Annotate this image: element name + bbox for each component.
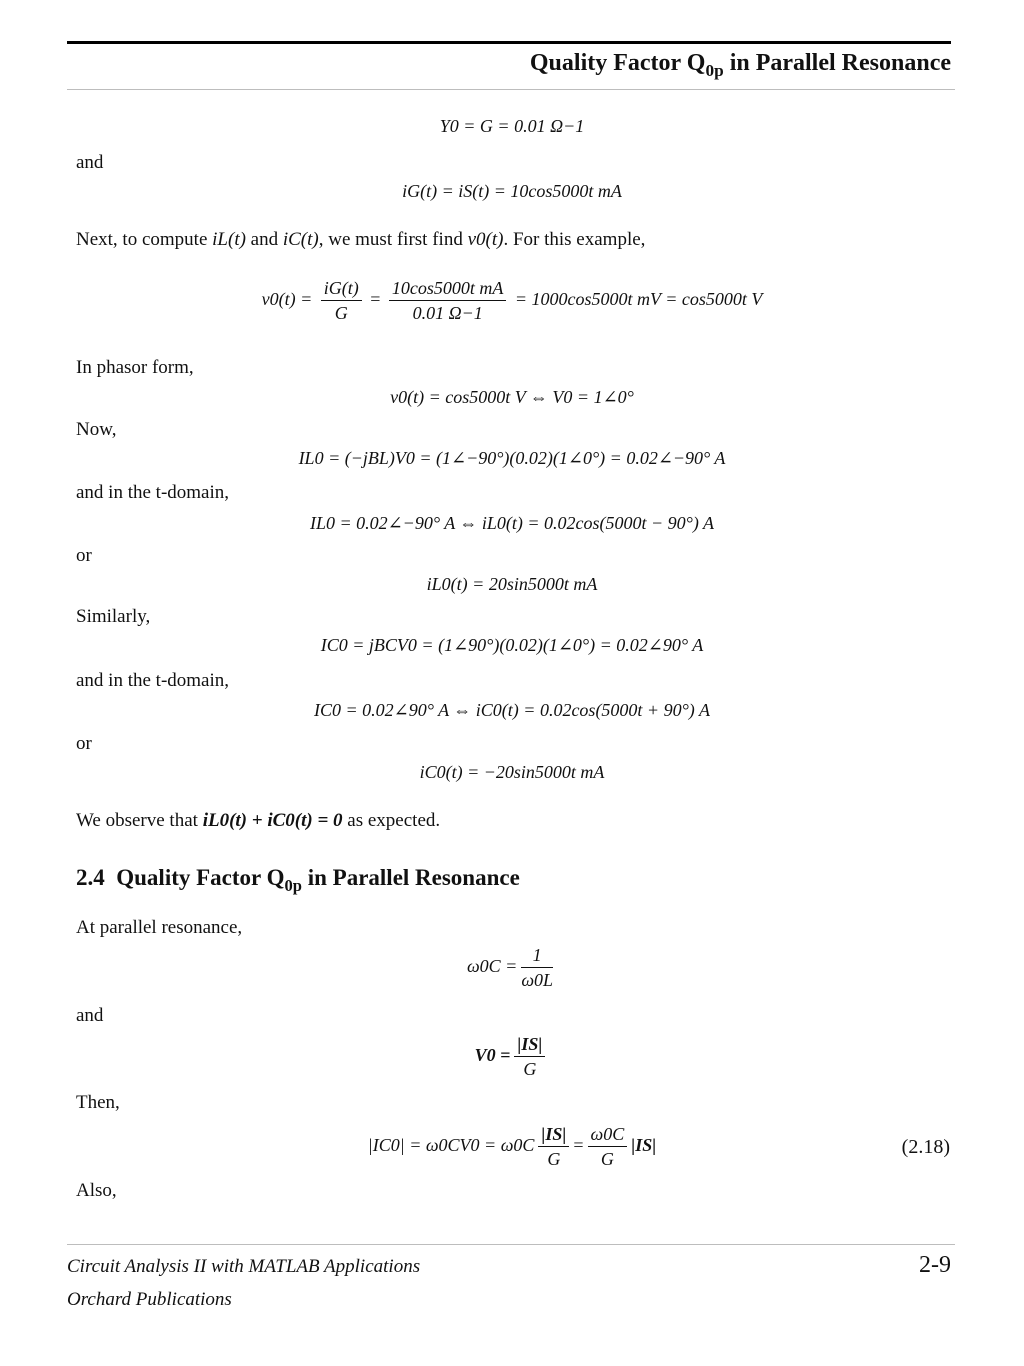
text-then: Then,: [76, 1092, 120, 1113]
inline-iL: iL(t): [212, 229, 246, 250]
section-title-text: Quality Factor Q: [116, 865, 285, 890]
w0C-fraction: [521, 943, 553, 993]
V0-num: |IS|: [514, 1032, 545, 1057]
v0-lhs: v0(t) =: [261, 288, 313, 309]
running-header: [530, 50, 951, 81]
paragraph-next: [76, 229, 645, 251]
equation-w0C: [0, 943, 1024, 993]
header-title-text: Quality Factor Q: [529, 50, 706, 76]
next-text-2: and: [245, 229, 283, 250]
IC0-mag-f2-num: ω0C: [588, 1122, 628, 1147]
next-text-4: . For this example,: [503, 229, 646, 250]
v0-frac2-num: 10cos5000t mA: [389, 276, 507, 301]
v0-fraction-2: [389, 276, 507, 326]
text-also: Also,: [76, 1180, 117, 1201]
equation-IL0: IL0 = (−jBL)V0 = (1∠−90°)(0.02)(1∠0°) = 0.02∠−90° A: [298, 448, 726, 468]
IC0-mag-fraction-2: [588, 1122, 628, 1172]
V0-den: G: [523, 1059, 537, 1080]
equation-IC0-magnitude: [0, 1122, 1024, 1172]
IC0-mag-lhs: |IC0| = ω0CV0 = ω0C: [367, 1134, 535, 1155]
v0-fraction-1: [321, 276, 362, 326]
V0-lhs: V0 =: [474, 1044, 511, 1065]
footer-divider: [67, 1244, 955, 1245]
observe-text-2: as expected.: [342, 810, 441, 831]
text-or-2: or: [76, 733, 92, 754]
v0-frac1-num: iG(t): [321, 276, 362, 301]
section-title-subscript: 0p: [284, 875, 302, 895]
next-text-3: , we must first find: [318, 229, 468, 250]
observe-text-1: We observe that: [76, 810, 203, 831]
equation-IC0-time: IC0 = 0.02∠90° A ⇔ iC0(t) = 0.02cos(5000t + 90°) A: [314, 700, 710, 720]
w0C-num: 1: [521, 943, 553, 968]
V0-fraction: [514, 1032, 545, 1082]
section-title-suffix: in Parallel Resonance: [301, 865, 520, 890]
v0-frac1-den: G: [334, 303, 348, 324]
text-at-parallel: At parallel resonance,: [76, 917, 243, 938]
equation-iC0: iC0(t) = −20sin5000t mA: [419, 762, 605, 782]
section-heading: [76, 865, 520, 896]
IC0-mag-f2-den: G: [600, 1149, 614, 1170]
paragraph-observe: [76, 810, 440, 832]
next-text-1: Next, to compute: [76, 229, 213, 250]
equation-y0: Y0 = G = 0.01 Ω−1: [439, 116, 585, 136]
v0-rhs: = 1000cos5000t mV = cos5000t V: [514, 288, 763, 309]
IC0-mag-tail: |IS|: [631, 1134, 657, 1155]
equation-ig: iG(t) = iS(t) = 10cos5000t mA: [402, 181, 622, 201]
w0C-lhs: ω0C =: [466, 955, 518, 976]
IC0-mag-f1-num: |IS|: [538, 1122, 569, 1147]
header-title-subscript: 0p: [705, 61, 724, 81]
header-title-suffix: in Parallel Resonance: [723, 50, 951, 76]
header-rule: [67, 41, 951, 44]
text-phasor-intro: In phasor form,: [76, 357, 194, 378]
equation-number: (2.18): [901, 1136, 950, 1158]
IC0-mag-fraction-1: [538, 1122, 569, 1172]
w0C-den: ω0L: [521, 970, 554, 991]
text-t-domain-2: and in the t-domain,: [76, 670, 230, 691]
text-and-2: and: [76, 1005, 104, 1026]
equation-iL0: iL0(t) = 20sin5000t mA: [426, 574, 598, 594]
text-and-1: and: [76, 152, 104, 173]
header-divider: [67, 89, 955, 90]
footer-page-number: 2-9: [919, 1252, 951, 1278]
v0-frac2-den: 0.01 Ω−1: [412, 303, 483, 324]
equation-IL0-time: IL0 = 0.02∠−90° A ⇔ iL0(t) = 0.02cos(5000t − 90°) A: [309, 513, 715, 533]
IC0-mag-f1-den: G: [547, 1149, 561, 1170]
inline-v0: v0(t): [467, 229, 504, 250]
text-now: Now,: [76, 419, 117, 440]
equation-v0: v0(t) = $\frac{iG(t)}{G}$ = $\frac{\text{10cos5000t mA}}{0.01 \Omega-1}$ = 1000cos5000t mV = cos5000t V: [0, 276, 1024, 326]
text-or-1: or: [76, 545, 92, 566]
IC0-mag-equals: =: [573, 1134, 584, 1155]
equation-phasor: v0(t) = cos5000t V ⇔ V0 = 1∠0°: [390, 387, 634, 407]
text-similarly: Similarly,: [76, 606, 151, 627]
equation-IC0: IC0 = jBCV0 = (1∠90°)(0.02)(1∠0°) = 0.02∠90° A: [320, 635, 704, 655]
section-number: 2.4: [76, 865, 105, 890]
inline-iC: iC(t): [282, 229, 319, 250]
equation-V0: [0, 1032, 1024, 1082]
footer-publisher: Orchard Publications: [67, 1289, 232, 1310]
text-t-domain-1: and in the t-domain,: [76, 482, 230, 503]
footer-book-title: Circuit Analysis II with MATLAB Applications: [67, 1256, 421, 1277]
inline-observe-equation: iL0(t) + iC0(t) = 0: [202, 810, 343, 831]
